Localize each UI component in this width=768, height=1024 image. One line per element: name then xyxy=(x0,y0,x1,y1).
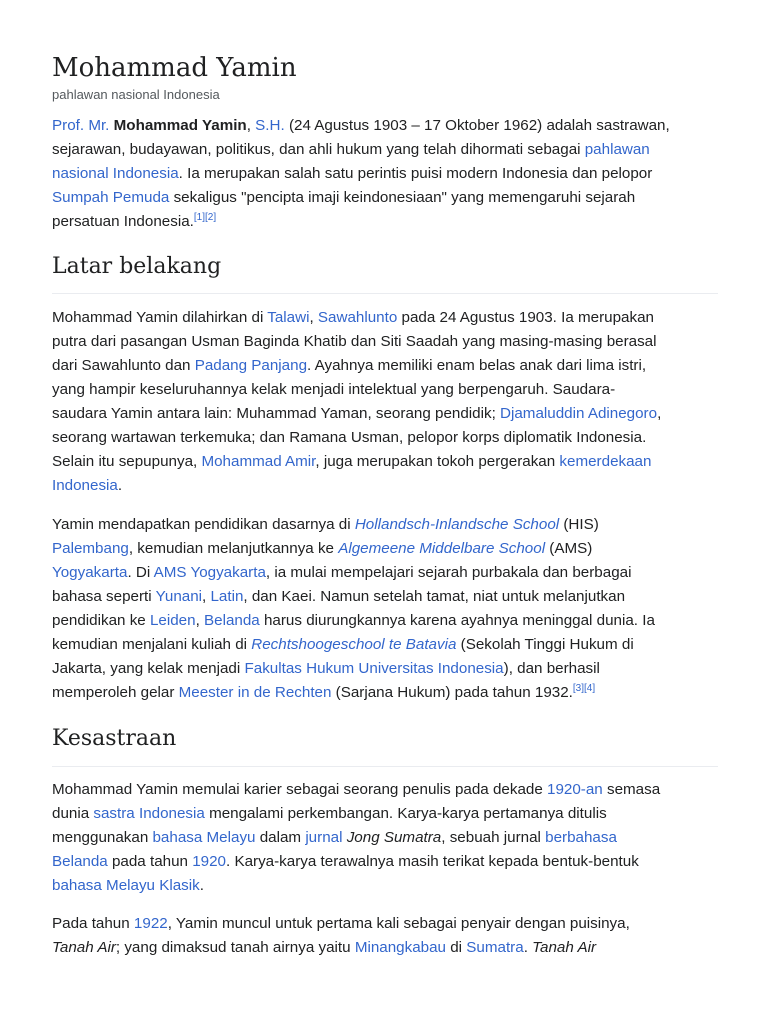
text-run: Mohammad Yamin memulai karier sebagai seorang penulis pada dekade xyxy=(52,781,548,798)
section-divider xyxy=(52,766,718,767)
text-line xyxy=(52,912,718,936)
link-kemerdekaan[interactable]: kemerdekaan xyxy=(559,453,652,470)
text-line xyxy=(52,657,718,681)
text-run: (Sarjana Hukum) pada tahun 1932. xyxy=(331,684,573,701)
text-line xyxy=(52,450,718,474)
section-paragraph xyxy=(52,778,718,898)
text-line xyxy=(52,378,718,402)
text-line xyxy=(52,210,718,234)
text-run: Selain itu sepupunya, xyxy=(52,453,202,470)
link-rechtshoogeschool-te-batavia[interactable]: Rechtshoogeschool te Batavia xyxy=(251,636,457,653)
text-line xyxy=(52,850,718,874)
text-run: semasa xyxy=(602,781,661,798)
link-padang-panjang[interactable]: Padang Panjang xyxy=(194,357,308,374)
link-jurnal[interactable]: jurnal xyxy=(305,829,343,846)
text-run: memperoleh gelar xyxy=(52,684,179,701)
text-run: kemudian menjalani kuliah di xyxy=(52,636,252,653)
link-yogyakarta[interactable]: Yogyakarta xyxy=(52,564,128,581)
text-line xyxy=(52,778,718,802)
text-run: , kemudian melanjutkannya ke xyxy=(128,540,339,557)
text-line xyxy=(52,802,718,826)
link-berbahasa[interactable]: berbahasa xyxy=(545,829,617,846)
text-run: pada tahun xyxy=(107,853,193,870)
italic-text: Jong Sumatra xyxy=(346,829,442,846)
text-run: menggunakan xyxy=(52,829,153,846)
text-line xyxy=(52,426,718,450)
text-line xyxy=(52,681,718,705)
text-run: harus diurungkannya karena ayahnya meninggal dunia. Ia xyxy=(259,612,655,629)
text-run: , sebuah jurnal xyxy=(441,829,546,846)
link-mr[interactable]: Mr. xyxy=(88,117,110,134)
link-palembang[interactable]: Palembang xyxy=(52,540,129,557)
link-s-h[interactable]: S.H. xyxy=(255,117,285,134)
text-run: dari Sawahlunto dan xyxy=(52,357,195,374)
bold-text: Mohammad Yamin xyxy=(113,117,247,134)
citation-link[interactable]: [3][4] xyxy=(572,682,596,694)
link-indonesia[interactable]: Indonesia xyxy=(52,477,118,494)
link-belanda[interactable]: Belanda xyxy=(52,853,108,870)
link-bahasa-melayu[interactable]: bahasa Melayu xyxy=(152,829,256,846)
text-line xyxy=(52,826,718,850)
text-line xyxy=(52,330,718,354)
text-run: pendidikan ke xyxy=(52,612,150,629)
section-heading-latar-belakang: Latar belakang xyxy=(52,254,222,279)
text-run: (HIS) xyxy=(559,516,599,533)
link-1922[interactable]: 1922 xyxy=(133,915,168,932)
link-sumpah-pemuda[interactable]: Sumpah Pemuda xyxy=(52,189,170,206)
citation-link[interactable]: [1][2] xyxy=(193,211,217,223)
text-run: saudara Yamin antara lain: Muhammad Yaman, seorang pendidik; xyxy=(52,405,501,422)
link-hollandsch-inlandsche-school[interactable]: Hollandsch-Inlandsche School xyxy=(354,516,560,533)
text-run: . Ayahnya memiliki enam belas anak dari lima istri, xyxy=(307,357,647,374)
section-paragraph xyxy=(52,912,718,960)
text-line xyxy=(52,402,718,426)
text-run: , xyxy=(309,309,318,326)
text-run: pada 24 Agustus 1903. Ia merupakan xyxy=(397,309,654,326)
intro-paragraph xyxy=(52,114,718,234)
link-fakultas-hukum-universitas-indonesia[interactable]: Fakultas Hukum Universitas Indonesia xyxy=(244,660,504,677)
link-yunani[interactable]: Yunani xyxy=(155,588,203,605)
text-run: sejarawan, budayawan, politikus, dan ahli hukum yang telah dihormati sebagai xyxy=(52,141,585,158)
text-run: , xyxy=(657,405,662,422)
text-run: bahasa seperti xyxy=(52,588,156,605)
link-belanda[interactable]: Belanda xyxy=(204,612,260,629)
text-run: di xyxy=(446,939,467,956)
text-line xyxy=(52,561,718,585)
text-run: yang hampir keseluruhannya kelak menjadi intelektual yang berpengaruh. Saudara- xyxy=(52,381,616,398)
text-run: , Yamin muncul untuk pertama kali sebagai penyair dengan puisinya, xyxy=(167,915,630,932)
text-line xyxy=(52,609,718,633)
text-line xyxy=(52,537,718,561)
section-heading-kesastraan: Kesastraan xyxy=(52,726,177,751)
link-pahlawan[interactable]: pahlawan xyxy=(584,141,650,158)
text-line xyxy=(52,306,718,330)
link-bahasa-melayu-klasik[interactable]: bahasa Melayu Klasik xyxy=(52,877,200,894)
text-run: seorang wartawan terkemuka; dan Ramana Usman, pelopor korps diplomatik Indonesia. xyxy=(52,429,647,446)
text-run: , xyxy=(246,117,256,134)
link-1920[interactable]: 1920 xyxy=(192,853,226,870)
link-prof[interactable]: Prof. xyxy=(52,117,85,134)
link-latin[interactable]: Latin xyxy=(210,588,244,605)
text-run: . Karya-karya terawalnya masih terikat kepada bentuk-bentuk xyxy=(226,853,639,870)
text-run: . xyxy=(117,477,123,494)
text-line xyxy=(52,114,718,138)
section-paragraph xyxy=(52,306,718,498)
section-paragraph xyxy=(52,513,718,705)
text-run: , ia mulai mempelajari sejarah purbakala dan berbagai xyxy=(265,564,632,581)
text-run: dunia xyxy=(52,805,94,822)
text-run: , dan Kaei. Namun setelah tamat, niat untuk melanjutkan xyxy=(243,588,626,605)
text-run: (Sekolah Tinggi Hukum di xyxy=(456,636,634,653)
text-line xyxy=(52,162,718,186)
text-run: putra dari pasangan Usman Baginda Khatib dan Siti Saadah yang masing-masing berasal xyxy=(52,333,657,350)
link-djamaluddin-adinegoro[interactable]: Djamaluddin Adinegoro xyxy=(500,405,658,422)
text-line xyxy=(52,474,718,498)
text-run: . Di xyxy=(127,564,154,581)
text-run: Mohammad Yamin dilahirkan di xyxy=(52,309,268,326)
text-line xyxy=(52,936,718,960)
text-run: , xyxy=(195,612,205,629)
page-subtitle: pahlawan nasional Indonesia xyxy=(52,87,220,102)
text-run: . Ia merupakan salah satu perintis puisi modern Indonesia dan pelopor xyxy=(178,165,653,182)
link-algemeene-middelbare-school[interactable]: Algemeene Middelbare School xyxy=(338,540,546,557)
text-line xyxy=(52,186,718,210)
text-line xyxy=(52,138,718,162)
link-talawi[interactable]: Talawi xyxy=(267,309,310,326)
text-run: . xyxy=(523,939,533,956)
text-run: sekaligus "pencipta imaji keindonesiaan" yang memengaruhi sejarah xyxy=(169,189,636,206)
italic-text: Tanah Air xyxy=(532,939,597,956)
text-run: persatuan Indonesia. xyxy=(52,213,194,230)
text-run: ; yang dimaksud tanah airnya yaitu xyxy=(115,939,355,956)
link-sawahlunto[interactable]: Sawahlunto xyxy=(317,309,398,326)
link-mohammad-amir[interactable]: Mohammad Amir xyxy=(201,453,316,470)
section-divider xyxy=(52,293,718,294)
text-run: Jakarta, yang kelak menjadi xyxy=(52,660,245,677)
text-run: , juga merupakan tokoh pergerakan xyxy=(315,453,560,470)
text-run: dalam xyxy=(255,829,306,846)
link-sastra-indonesia[interactable]: sastra Indonesia xyxy=(93,805,205,822)
text-run: (AMS) xyxy=(545,540,593,557)
link-meester-in-de-rechten[interactable]: Meester in de Rechten xyxy=(178,684,332,701)
text-run: Pada tahun xyxy=(52,915,134,932)
text-line xyxy=(52,633,718,657)
text-run: Yamin mendapatkan pendidikan dasarnya di xyxy=(52,516,355,533)
text-line xyxy=(52,874,718,898)
text-run: (24 Agustus 1903 – 17 Oktober 1962) adalah sastrawan, xyxy=(284,117,670,134)
text-run: mengalami perkembangan. Karya-karya pertamanya ditulis xyxy=(204,805,607,822)
page-title: Mohammad Yamin xyxy=(52,53,297,83)
italic-text: Tanah Air xyxy=(52,939,116,956)
link-1920-an[interactable]: 1920-an xyxy=(547,781,603,798)
link-ams-yogyakarta[interactable]: AMS Yogyakarta xyxy=(153,564,266,581)
text-run: ), dan berhasil xyxy=(503,660,600,677)
link-sumatra[interactable]: Sumatra xyxy=(466,939,524,956)
text-line xyxy=(52,354,718,378)
link-minangkabau[interactable]: Minangkabau xyxy=(354,939,447,956)
link-nasional-indonesia[interactable]: nasional Indonesia xyxy=(52,165,179,182)
text-run: . xyxy=(199,877,204,894)
text-run: , xyxy=(202,588,211,605)
text-line xyxy=(52,585,718,609)
link-leiden[interactable]: Leiden xyxy=(149,612,196,629)
text-line xyxy=(52,513,718,537)
